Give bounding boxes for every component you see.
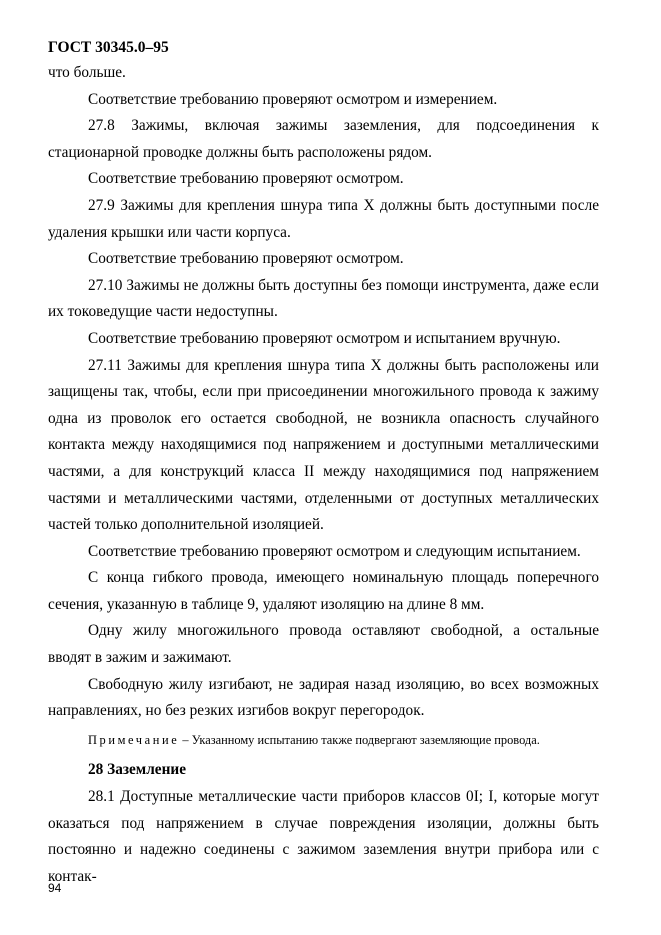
note-lead: Примечание	[88, 732, 180, 747]
paragraph: С конца гибкого провода, имеющего номинальную площадь поперечного сечения, указанную в таблице 9, удаляют изоляцию на длине 8 мм.	[48, 569, 599, 613]
paragraph: Соответствие требованию проверяют осмотром и следующим испытанием.	[88, 542, 581, 560]
paragraph: Одну жилу многожильного провода оставляют свободной, а остальные вводят в зажим и зажимают.	[48, 622, 599, 667]
document-header: ГОСТ 30345.0–95	[48, 39, 169, 56]
paragraph: Соответствие требованию проверяют осмотром.	[88, 250, 404, 268]
paragraph-27-10: 27.10 Зажимы не должны быть доступны без помощи инструмента, даже если их токоведущие части недоступны.	[48, 276, 599, 321]
note	[48, 727, 599, 754]
page-number: 94	[48, 881, 62, 895]
paragraph: Соответствие требованию проверяют осмотром.	[88, 170, 404, 188]
paragraph-27-9: 27.9 Зажимы для крепления шнура типа X должны быть доступными после удаления крышки или части корпуса.	[48, 196, 599, 241]
paragraph-continuation: что больше.	[48, 64, 126, 81]
paragraph: Свободную жилу изгибают, не задирая назад изоляцию, во всех возможных направлениях, но без резких изгибов вокруг перегородок.	[48, 675, 599, 720]
paragraph-27-8: 27.8 Зажимы, включая зажимы заземления, для подсоединения к стационарной проводке должны быть расположены рядом.	[48, 117, 599, 161]
paragraph-28-1: 28.1 Доступные металлические части приборов классов 0I; I, которые могут оказаться под напряжением в случае повреждения изоляции, должны быть постоянно и надежно соединены с зажимом заземления внутри прибора или с контак-	[48, 788, 599, 885]
paragraph-27-11: 27.11 Зажимы для крепления шнура типа X должны быть расположены или защищены так, чтобы, если при присоединении многожильного провода к зажиму одна из проволок его остается свободной, не возникла опасность случайного контакта между находящимися под напряжением и доступными металлическими частями, а для конструкций класса II между находящимися под напряжением частями и металлическими частями, отделенными от доступных металлических частей только дополнительной изоляцией.	[48, 356, 599, 534]
section-title: 28 Заземление	[88, 761, 186, 779]
note-text: – Указанному испытанию также подвергают заземляющие провода.	[179, 732, 540, 747]
paragraph: Соответствие требованию проверяют осмотром и испытанием вручную.	[88, 329, 561, 347]
paragraph: Соответствие требованию проверяют осмотром и измерением.	[88, 90, 498, 108]
body-text	[48, 60, 599, 890]
